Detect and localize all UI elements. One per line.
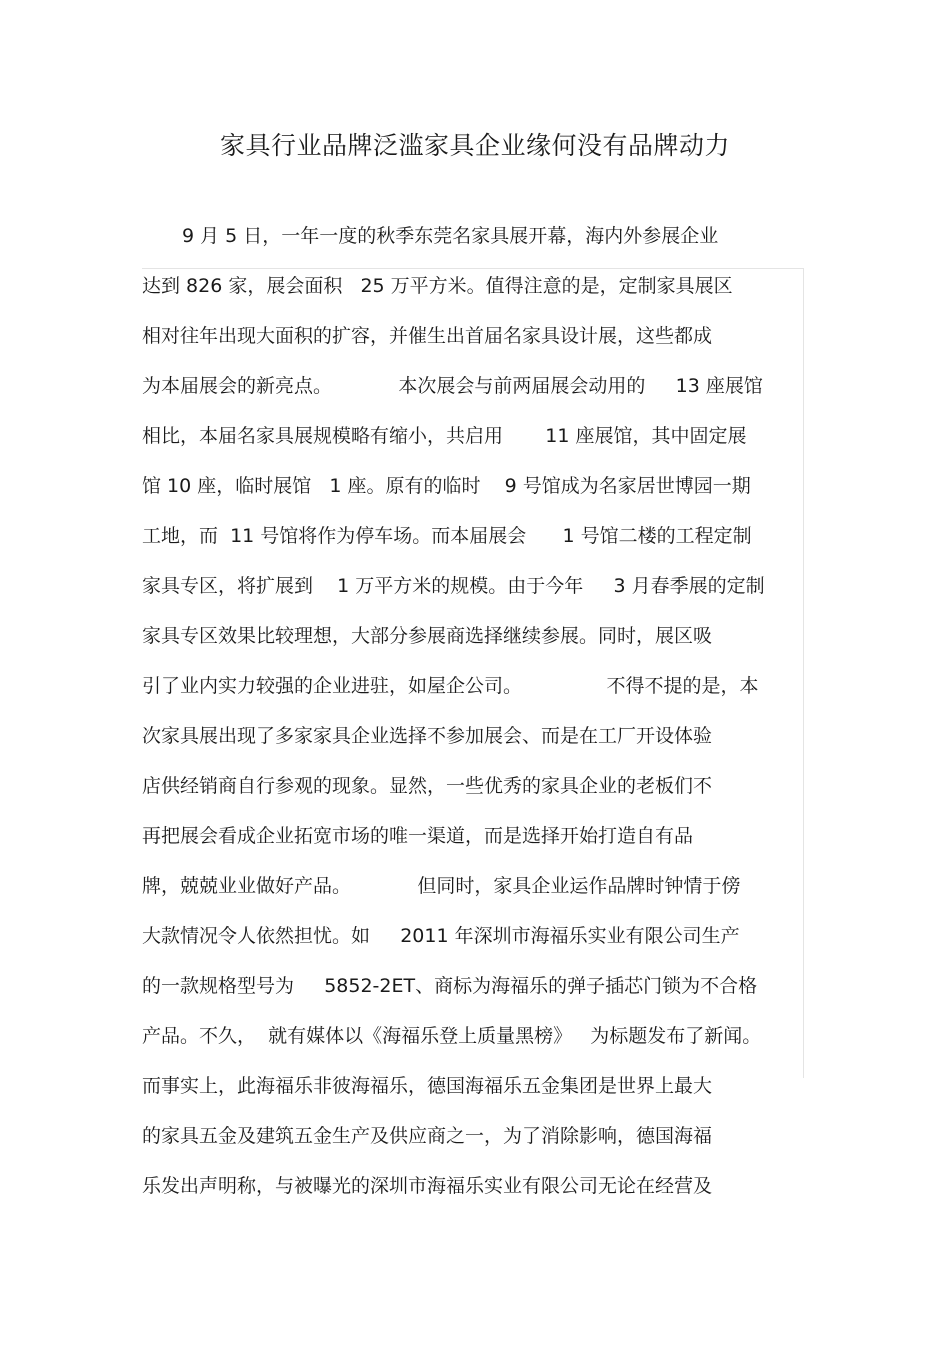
paragraph-line: 的家具五金及建筑五金生产及供应商之一，为了消除影响，德国海福	[142, 1125, 713, 1147]
article-body	[142, 216, 842, 1216]
paragraph-line: 馆 10 座，临时展馆 1 座。原有的临时 9 号馆成为名家居世博园一期	[142, 475, 751, 497]
paragraph-line: 的一款规格型号为 5852-2ET、商标为海福乐的弹子插芯门锁为不合格	[142, 975, 758, 997]
paragraph-line: 9 月 5 日，一年一度的秋季东莞名家具展开幕，海内外参展企业	[182, 225, 719, 247]
paragraph-line: 乐发出声明称，与被曝光的深圳市海福乐实业有限公司无论在经营及	[142, 1175, 713, 1197]
paragraph-line: 而事实上，此海福乐非彼海福乐，德国海福乐五金集团是世界上最大	[142, 1075, 713, 1097]
paragraph-line: 达到 826 家，展会面积 25 万平方米。值得注意的是，定制家具展区	[142, 275, 733, 297]
paragraph-line: 为本届展会的新亮点。 本次展会与前两届展会动用的 13 座展馆	[142, 375, 763, 397]
paragraph-line: 家具专区，将扩展到 1 万平方米的规模。由于今年 3 月春季展的定制	[142, 575, 765, 597]
paragraph-line: 再把展会看成企业拓宽市场的唯一渠道，而是选择开始打造自有品	[142, 825, 694, 847]
paragraph-line: 相对往年出现大面积的扩容，并催生出首届名家具设计展，这些都成	[142, 325, 713, 347]
document-title: 家具行业品牌泛滥家具企业缘何没有品牌动力	[219, 131, 730, 160]
paragraph-line: 次家具展出现了多家家具企业选择不参加展会、而是在工厂开设体验	[142, 725, 713, 747]
paragraph-line: 牌，兢兢业业做好产品。 但同时，家具企业运作品牌时钟情于傍	[142, 875, 741, 897]
paragraph-line: 大款情况令人依然担忧。如 2011 年深圳市海福乐实业有限公司生产	[142, 925, 740, 947]
paragraph-line: 工地，而 11 号馆将作为停车场。而本届展会 1 号馆二楼的工程定制	[142, 525, 752, 547]
paragraph-line: 相比，本届名家具展规模略有缩小，共启用 11 座展馆，其中固定展	[142, 425, 747, 447]
paragraph-line: 店供经销商自行参观的现象。显然，一些优秀的家具企业的老板们不	[142, 775, 713, 797]
paragraph-line: 引了业内实力较强的企业进驻，如屋企公司。 不得不提的是，本	[142, 675, 759, 697]
paragraph-line: 产品。不久， 就有媒体以《海福乐登上质量黑榜》 为标题发布了新闻。	[142, 1025, 762, 1047]
paragraph-line: 家具专区效果比较理想，大部分参展商选择继续参展。同时，展区吸	[142, 625, 713, 647]
